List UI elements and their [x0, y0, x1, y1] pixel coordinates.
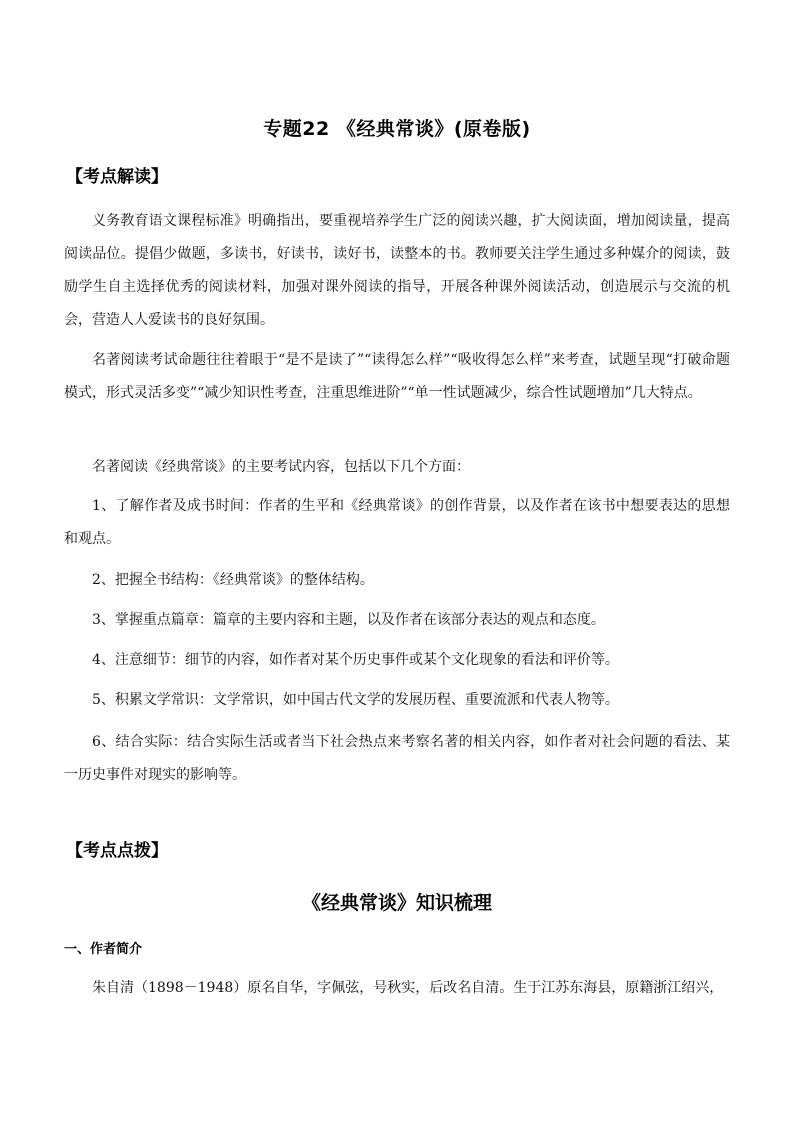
- section-heading-exam-points: 【考点解读】: [66, 167, 168, 187]
- list-item: 3、掌握重点篇章：篇章的主要内容和主题，以及作者在该部分表达的观点和态度。: [92, 612, 605, 628]
- paragraph-exam-content-intro: 名著阅读《经典常谈》的主要考试内容，包括以下几个方面：: [92, 459, 470, 475]
- list-item: 1、了解作者及成书时间：作者的生平和《经典常谈》的创作背景，以及作者在该书中想要表达的思想和观点。: [64, 498, 730, 547]
- list-item: 4、注意细节：细节的内容，如作者对某个历史事件或某个文化现象的看法和评价等。: [92, 652, 619, 668]
- list-item: 5、积累文学常识：文学常识，如中国古代文学的发展历程、重要流派和代表人物等。: [92, 692, 619, 708]
- section-heading-exam-guidance: 【考点点拨】: [66, 841, 168, 861]
- subtitle-knowledge-review: 《经典常谈》知识梳理: [301, 892, 492, 914]
- page-title: 专题22 《经典常谈》(原卷版): [263, 118, 531, 140]
- heading-author-intro: 一、作者简介: [64, 942, 143, 957]
- paragraph-curriculum-standard: 义务教育语文课程标准》明确指出，要重视培养学生广泛的阅读兴趣，扩大阅读面，增加阅读量，提高阅读品位。提倡少做题，多读书，好读书，读好书，读整本的书。教师要关注学生通过多种媒介的阅读，鼓励学生自主选择优秀的阅读材料，加强对课外阅读的指导，开展各种课外阅读活动，创造展示与交流的机会，营造人人爱读书的良好氛围。: [64, 213, 730, 328]
- paragraph-author-bio: 朱自清（1898－1948）原名自华，字佩弦，号秋实，后改名自清。生于江苏东海县，原籍浙江绍兴，: [92, 980, 724, 996]
- list-item: 6、结合实际：结合实际生活或者当下社会热点来考察名著的相关内容，如作者对社会问题的看法、某一历史事件对现实的影响等。: [64, 734, 730, 783]
- list-item: 2、把握全书结构：《经典常谈》的整体结构。: [92, 572, 374, 588]
- paragraph-exam-characteristics: 名著阅读考试命题往往着眼于“是不是读了”“读得怎么样”“吸收得怎么样”来考查，试题呈现“打破命题模式，形式灵活多变”“减少知识性考查，注重思维进阶”“单一性试题减少，综合性试题增加”几大特点。: [64, 352, 730, 401]
